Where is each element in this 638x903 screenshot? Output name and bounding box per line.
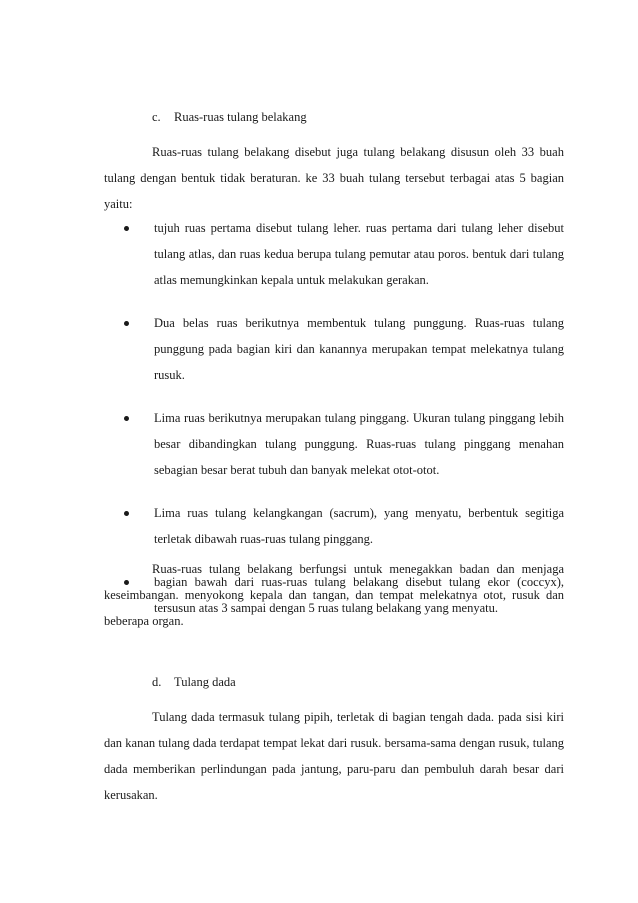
bullet-icon xyxy=(124,416,129,421)
section-c-intro xyxy=(104,139,564,217)
bullet-icon xyxy=(124,321,129,326)
list-item-text: Lima ruas tulang kelangkangan (sacrum), yang menyatu, berbentuk segitiga terletak dibawah ruas-ruas tulang pinggang. xyxy=(154,506,564,546)
section-d-body-text: Tulang dada termasuk tulang pipih, terletak di bagian tengah dada. pada sisi kiri dan kanan tulang dada terdapat tempat lekat dari rusuk. bersama-sama dengan rusuk, tulang dada memberikan perlindungan pada jantung, paru-paru dan pembuluh darah besar dari kerusakan. xyxy=(104,710,564,802)
list-item xyxy=(118,310,564,388)
list-item xyxy=(118,500,564,552)
list-item-text: tujuh ruas pertama disebut tulang leher. ruas pertama dari tulang leher disebut tulang atlas, dan ruas kedua berupa tulang pemutar atau poros. bentuk dari tulang atlas memungkinkan kepala untuk melakukan gerakan. xyxy=(154,221,564,287)
list-item-text: Dua belas ruas berikutnya membentuk tulang punggung. Ruas-ruas tulang punggung pada bagian kiri dan kanannya merupakan tempat melekatnya tulang rusuk. xyxy=(154,316,564,382)
section-d-title: Tulang dada xyxy=(174,675,236,689)
section-c-letter: c. xyxy=(152,110,161,124)
section-d-heading xyxy=(152,675,236,690)
section-c-heading xyxy=(152,110,307,125)
list-item xyxy=(118,215,564,293)
list-item-text: Lima ruas berikutnya merupakan tulang pinggang. Ukuran tulang pinggang lebih besar dibandingkan tulang punggung. Ruas-ruas tulang pinggang menahan sebagian besar berat tubuh dan banyak melekat otot-otot. xyxy=(154,411,564,477)
section-d-body xyxy=(104,704,564,808)
bullet-icon xyxy=(124,511,129,516)
section-d-letter: d. xyxy=(152,675,162,689)
list-item xyxy=(118,405,564,483)
list-item-text: bagian bawah dari ruas-ruas tulang belakang disebut tulang ekor (coccyx), tersusun atas 3 sampai dengan 5 ruas tulang belakang yang menyatu. xyxy=(154,575,564,615)
section-c-intro-text: Ruas-ruas tulang belakang disebut juga tulang belakang disusun oleh 33 buah tulang dengan bentuk tidak beraturan. ke 33 buah tulang tersebut terbagai atas 5 bagian yaitu: xyxy=(104,145,564,211)
section-c-closing-text: Ruas-ruas tulang belakang berfungsi untuk menegakkan badan dan menjaga keseimbangan. menyokong kepala dan tangan, dan tempat melekatnya otot, rusuk dan beberapa organ. xyxy=(104,562,564,628)
section-c-closing xyxy=(104,556,564,634)
bullet-icon xyxy=(124,226,129,231)
section-c-title: Ruas-ruas tulang belakang xyxy=(174,110,307,124)
